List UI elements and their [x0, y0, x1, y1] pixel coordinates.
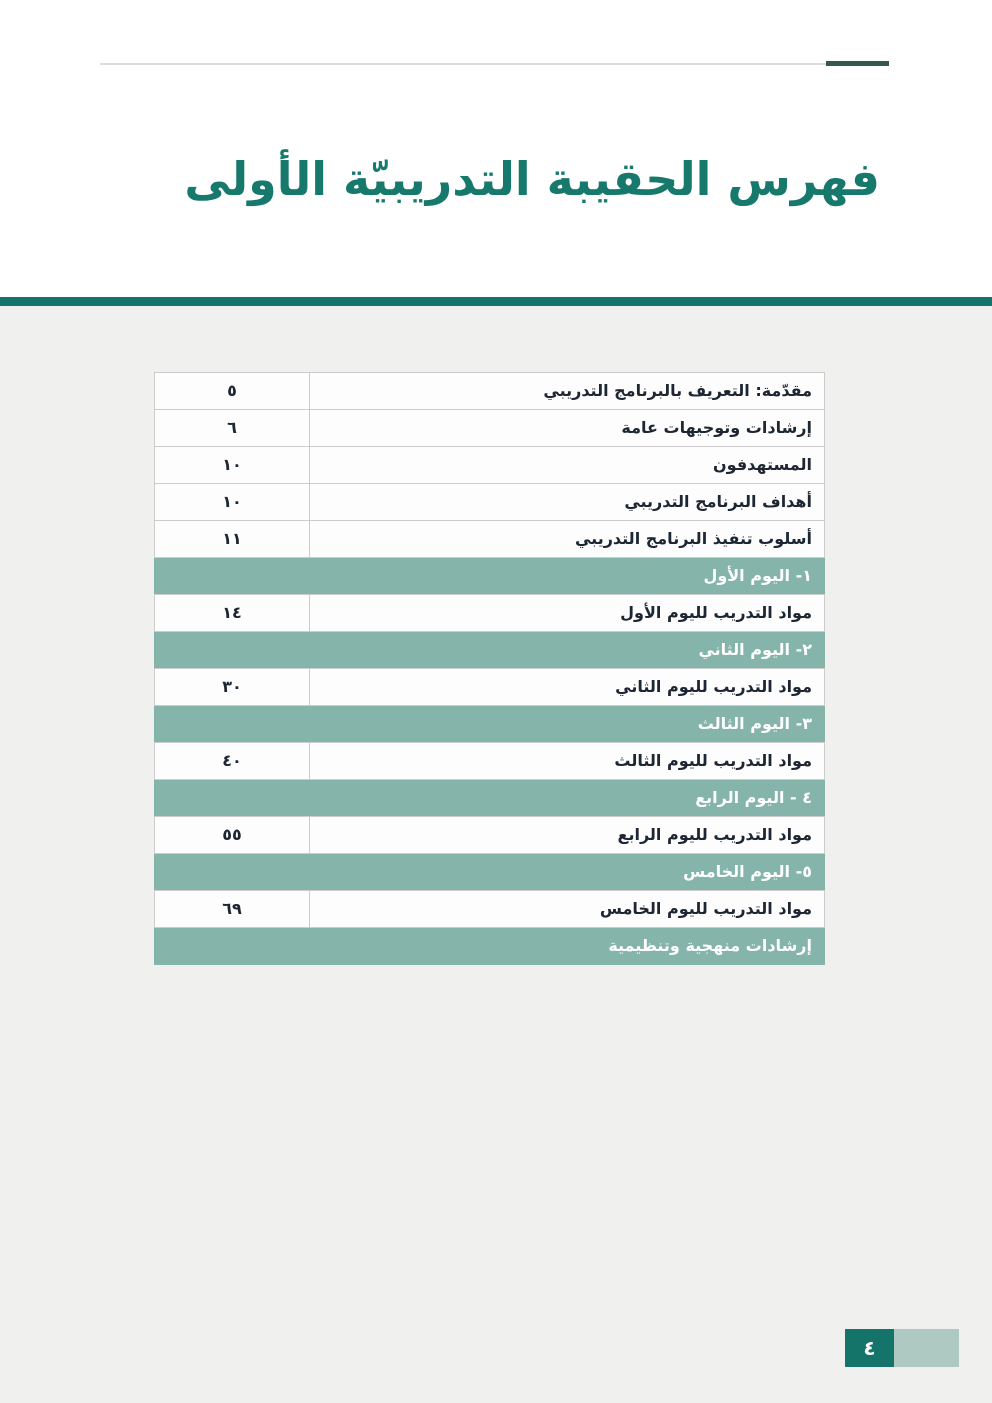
toc-page-number: ٥: [154, 372, 310, 410]
toc-row: [154, 520, 825, 558]
toc-table: [154, 372, 825, 965]
toc-entry-title: مواد التدريب لليوم الرابع: [310, 816, 825, 854]
top-rule-accent: [826, 61, 889, 66]
toc-section-row: [154, 779, 825, 817]
title-divider-bar: [0, 297, 992, 306]
toc-page-number: ١٠: [154, 446, 310, 484]
toc-row: [154, 668, 825, 706]
footer-page-number: ٤: [845, 1329, 894, 1367]
toc-section-row: [154, 927, 825, 965]
toc-entry-title: مواد التدريب لليوم الأول: [310, 594, 825, 632]
toc-row: [154, 372, 825, 410]
toc-page-number: ٦٩: [154, 890, 310, 928]
top-rule: [100, 63, 889, 65]
toc-entry-title: مواد التدريب لليوم الخامس: [310, 890, 825, 928]
toc-row: [154, 816, 825, 854]
toc-section-title: ٥- اليوم الخامس: [683, 862, 812, 881]
toc-row: [154, 409, 825, 447]
toc-entry-title: مواد التدريب لليوم الثالث: [310, 742, 825, 780]
toc-page-number: ٥٥: [154, 816, 310, 854]
toc-section-title: إرشادات منهجية وتنظيمية: [608, 936, 812, 955]
page-title: فهرس الحقيبة التدريبيّة الأولى: [184, 152, 880, 206]
toc-section-title: ٢- اليوم الثاني: [698, 640, 812, 659]
toc-page-number: ١٠: [154, 483, 310, 521]
toc-page-number: ١٤: [154, 594, 310, 632]
toc-section-title: ١- اليوم الأول: [703, 566, 812, 585]
toc-row: [154, 446, 825, 484]
toc-section-title: ٤ - اليوم الرابع: [695, 788, 812, 807]
toc-page-number: ٦: [154, 409, 310, 447]
toc-entry-title: أسلوب تنفيذ البرنامج التدريبي: [310, 520, 825, 558]
toc-entry-title: أهداف البرنامج التدريبي: [310, 483, 825, 521]
toc-row: [154, 890, 825, 928]
toc-entry-title: مقدّمة: التعريف بالبرنامج التدريبي: [310, 372, 825, 410]
toc-section-row: [154, 631, 825, 669]
toc-section-row: [154, 853, 825, 891]
toc-entry-title: مواد التدريب لليوم الثاني: [310, 668, 825, 706]
toc-entry-title: إرشادات وتوجيهات عامة: [310, 409, 825, 447]
toc-row: [154, 594, 825, 632]
footer-accent: [893, 1329, 959, 1367]
toc-section-title: ٣- اليوم الثالث: [697, 714, 812, 733]
toc-section-row: [154, 705, 825, 743]
toc-entry-title: المستهدفون: [310, 446, 825, 484]
toc-row: [154, 742, 825, 780]
toc-row: [154, 483, 825, 521]
toc-section-row: [154, 557, 825, 595]
toc-page-number: ٣٠: [154, 668, 310, 706]
toc-page-number: ١١: [154, 520, 310, 558]
toc-page-number: ٤٠: [154, 742, 310, 780]
